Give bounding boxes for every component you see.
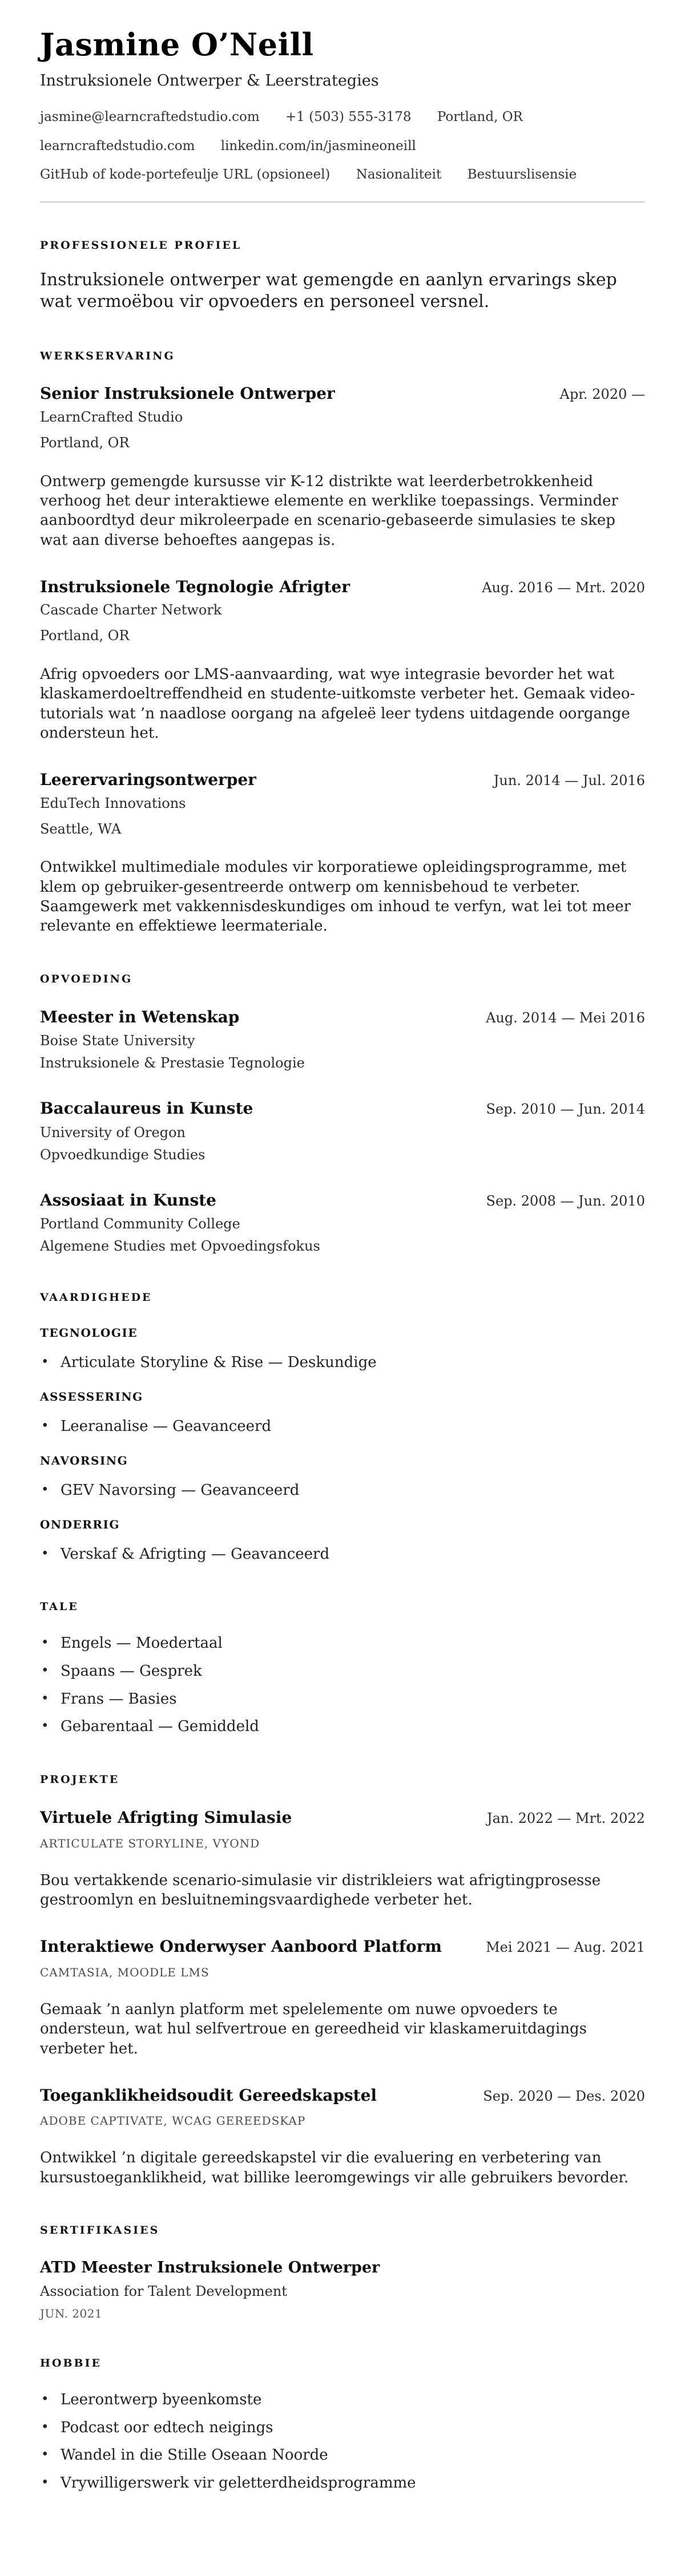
project-description: Gemaak ’n aanlyn platform met spelelemente om nuwe opvoeders te ondersteun, wat hul selfvertroue en gereedheid vir klaskameruitdagings verbeter het. bbox=[40, 2000, 587, 2057]
project-dates: Sep. 2020 — Des. 2020 bbox=[483, 2088, 645, 2104]
experience-entries bbox=[40, 384, 645, 936]
contact-row bbox=[40, 167, 645, 183]
job-location: Seattle, WA bbox=[40, 820, 122, 837]
degree-title: Assosiaat in Kunste bbox=[40, 1190, 216, 1210]
section-heading-hobbies: HOBBIE bbox=[40, 2357, 102, 2370]
job-company: LearnCrafted Studio bbox=[40, 409, 183, 426]
skill-group-label: NAVORSING bbox=[40, 1453, 128, 1467]
certification-date: JUN. 2021 bbox=[40, 2307, 103, 2321]
skill-list bbox=[40, 1417, 645, 1437]
job-location: Portland, OR bbox=[40, 434, 130, 451]
skill-group bbox=[40, 1390, 645, 1437]
skill-item: • GEV Navorsing — Geavanceerd bbox=[40, 1481, 645, 1501]
field-of-study: Instruksionele & Prestasie Tegnologie bbox=[40, 1055, 305, 1071]
section-hobbies bbox=[40, 2357, 645, 2493]
education-dates: Sep. 2008 — Jun. 2010 bbox=[486, 1192, 645, 1209]
education-dates: Aug. 2014 — Mei 2016 bbox=[486, 1009, 645, 1026]
language-item: • Spaans — Gesprek bbox=[40, 1662, 645, 1681]
skill-list bbox=[40, 1545, 645, 1564]
job-description: Ontwikkel multimediale modules vir korporatiewe opleidingsprogramme, met klem op gebruiker-gesentreerde ontwerp om kennisbehoud te verbeter. Saamgewerk met vakkennisdeskundiges om inhoud te verfyn, wat lei tot meer relevante en effektiewe leermateriale. bbox=[40, 859, 631, 935]
certification-org: Association for Talent Development bbox=[40, 2283, 287, 2300]
contact-github-placeholder: GitHub of kode-portefeulje URL (opsioneel) bbox=[40, 167, 331, 183]
job-title: Leerervaringsontwerper bbox=[40, 770, 256, 790]
contact-email: jasmine@learncraftedstudio.com bbox=[40, 110, 260, 125]
job-location: Portland, OR bbox=[40, 628, 130, 644]
job-dates: Jun. 2014 — Jul. 2016 bbox=[493, 773, 645, 789]
section-heading-projects: PROJEKTE bbox=[40, 1773, 120, 1786]
contact-row bbox=[40, 110, 645, 126]
education-entry bbox=[40, 1191, 645, 1255]
project-title-row bbox=[40, 1808, 645, 1827]
section-heading-profile: PROFESSIONELE PROFIEL bbox=[40, 239, 242, 252]
project-title: Toeganklikheidsoudit Gereedskapstel bbox=[40, 2085, 377, 2105]
certification-entry bbox=[40, 2259, 645, 2320]
person-title: Instruksionele Ontwerper & Leerstrategies bbox=[40, 71, 379, 90]
education-title-row bbox=[40, 1099, 645, 1118]
job-dates: Apr. 2020 — bbox=[559, 386, 645, 403]
project-tools: CAMTASIA, MOODLE LMS bbox=[40, 1965, 209, 1979]
skill-group-label: TEGNOLOGIE bbox=[40, 1326, 138, 1340]
section-languages bbox=[40, 1600, 645, 1737]
project-entry bbox=[40, 1808, 645, 1910]
language-item: • Gebarentaal — Gemiddeld bbox=[40, 1717, 645, 1737]
job-company: Cascade Charter Network bbox=[40, 602, 222, 618]
language-item: • Frans — Basies bbox=[40, 1690, 645, 1709]
education-entry bbox=[40, 1099, 645, 1163]
education-dates: Sep. 2010 — Jun. 2014 bbox=[486, 1101, 645, 1118]
job-entry bbox=[40, 770, 645, 936]
resume-header bbox=[40, 26, 645, 203]
contact-drivers-license: Bestuurslisensie bbox=[467, 167, 577, 183]
education-entries bbox=[40, 1008, 645, 1255]
skill-group-label: ONDERRIG bbox=[40, 1517, 120, 1531]
contact-phone: +1 (503) 555-3178 bbox=[285, 110, 412, 125]
certification-title: ATD Meester Instruksionele Ontwerper bbox=[40, 2258, 380, 2276]
project-title-row bbox=[40, 1937, 645, 1956]
project-entries bbox=[40, 1808, 645, 2187]
language-item: • Engels — Moedertaal bbox=[40, 1634, 645, 1653]
project-title-row bbox=[40, 2086, 645, 2105]
skill-list bbox=[40, 1481, 645, 1501]
job-title: Senior Instruksionele Ontwerper bbox=[40, 384, 335, 403]
skill-item: • Leeranalise — Geavanceerd bbox=[40, 1417, 645, 1437]
hobby-item: • Vrywilligerswerk vir geletterdheidsprogramme bbox=[40, 2474, 645, 2493]
section-education bbox=[40, 973, 645, 1255]
person-name: Jasmine O’Neill bbox=[40, 26, 314, 63]
certification-entries bbox=[40, 2259, 645, 2320]
project-tools: ARTICULATE STORYLINE, VYOND bbox=[40, 1836, 260, 1850]
degree-title: Baccalaureus in Kunste bbox=[40, 1099, 253, 1118]
job-title: Instruksionele Tegnologie Afrigter bbox=[40, 577, 350, 596]
job-entry bbox=[40, 577, 645, 743]
project-title: Interaktiewe Onderwyser Aanboord Platform bbox=[40, 1937, 442, 1956]
section-heading-education: OPVOEDING bbox=[40, 972, 133, 985]
resume-document bbox=[40, 26, 645, 2493]
contact-block bbox=[40, 110, 645, 183]
job-title-row bbox=[40, 770, 645, 790]
section-heading-experience: WERKSERVARING bbox=[40, 349, 175, 362]
skill-item: • Articulate Storyline & Rise — Deskundige bbox=[40, 1353, 645, 1373]
skill-group bbox=[40, 1326, 645, 1373]
contact-linkedin: linkedin.com/in/jasmineoneill bbox=[220, 138, 416, 153]
section-certifications bbox=[40, 2224, 645, 2320]
skill-groups bbox=[40, 1326, 645, 1564]
section-projects bbox=[40, 1773, 645, 2187]
section-skills bbox=[40, 1291, 645, 1564]
contact-location: Portland, OR bbox=[437, 110, 523, 125]
header-divider bbox=[40, 201, 645, 203]
education-title-row bbox=[40, 1008, 645, 1027]
project-description: Bou vertakkende scenario-simulasie vir distrikleiers wat afrigtingprosesse gestroomlyn en besluitnemingsvaardighede verbeter het. bbox=[40, 1871, 601, 1908]
field-of-study: Opvoedkundige Studies bbox=[40, 1146, 206, 1163]
section-heading-languages: TALE bbox=[40, 1600, 79, 1613]
hobby-list bbox=[40, 2391, 645, 2493]
education-title-row bbox=[40, 1191, 645, 1210]
skill-group bbox=[40, 1518, 645, 1564]
hobby-item: • Podcast oor edtech neigings bbox=[40, 2419, 645, 2438]
section-profile bbox=[40, 239, 645, 313]
job-title-row bbox=[40, 384, 645, 403]
contact-website: learncraftedstudio.com bbox=[40, 138, 195, 153]
school-name: University of Oregon bbox=[40, 1124, 186, 1141]
education-entry bbox=[40, 1008, 645, 1072]
section-heading-skills: VAARDIGHEDE bbox=[40, 1291, 152, 1304]
hobby-item: • Wandel in die Stille Oseaan Noorde bbox=[40, 2446, 645, 2465]
project-dates: Jan. 2022 — Mrt. 2022 bbox=[486, 1810, 645, 1827]
school-name: Portland Community College bbox=[40, 1216, 240, 1232]
skill-group-label: ASSESSERING bbox=[40, 1389, 143, 1404]
job-company: EduTech Innovations bbox=[40, 795, 186, 811]
project-title: Virtuele Afrigting Simulasie bbox=[40, 1808, 292, 1827]
hobby-item: • Leerontwerp byeenkomste bbox=[40, 2391, 645, 2410]
job-description: Afrig opvoeders oor LMS-aanvaarding, wat wye integrasie bevorder het wat klaskamerdoeltreffendheid en studente-uitkomste verbeter het. Gemaak video-tutorials wat ’n naadlose oorgang na afgeleë leer tydens uitdagende oorgange ondersteun het. bbox=[40, 666, 635, 742]
project-entry bbox=[40, 2086, 645, 2187]
job-entry bbox=[40, 384, 645, 549]
project-tools: ADOBE CAPTIVATE, WCAG GEREEDSKAP bbox=[40, 2114, 306, 2128]
skill-list bbox=[40, 1353, 645, 1373]
skill-group bbox=[40, 1454, 645, 1501]
section-heading-certifications: SERTIFIKASIES bbox=[40, 2224, 160, 2237]
contact-row bbox=[40, 139, 645, 155]
contact-nationality: Nasionaliteit bbox=[356, 167, 442, 183]
degree-title: Meester in Wetenskap bbox=[40, 1007, 240, 1026]
job-title-row bbox=[40, 577, 645, 597]
section-experience bbox=[40, 350, 645, 936]
school-name: Boise State University bbox=[40, 1033, 195, 1049]
language-list bbox=[40, 1634, 645, 1737]
job-description: Ontwerp gemengde kursusse vir K-12 distrikte wat leerderbetrokkenheid verhoog het deur interaktiewe elemente en werklike toepassings. Verminder aanboordtyd deur mikroleerpade en scenario-gebaseerde simulasies te skep wat aan diverse behoeftes aangepas is. bbox=[40, 472, 618, 549]
project-description: Ontwikkel ’n digitale gereedskapstel vir die evaluering en verbetering van kursustoeganklikheid, wat billike leeromgewings vir alle gebruikers bevorder. bbox=[40, 2149, 629, 2186]
skill-item: • Verskaf & Afrigting — Geavanceerd bbox=[40, 1545, 645, 1564]
project-entry bbox=[40, 1937, 645, 2059]
field-of-study: Algemene Studies met Opvoedingsfokus bbox=[40, 1238, 320, 1255]
job-dates: Aug. 2016 — Mrt. 2020 bbox=[482, 579, 645, 596]
project-dates: Mei 2021 — Aug. 2021 bbox=[486, 1939, 645, 1956]
profile-text: Instruksionele ontwerper wat gemengde en aanlyn ervarings skep wat vermoëbou vir opvoeders en personeel versnel. bbox=[40, 269, 617, 312]
